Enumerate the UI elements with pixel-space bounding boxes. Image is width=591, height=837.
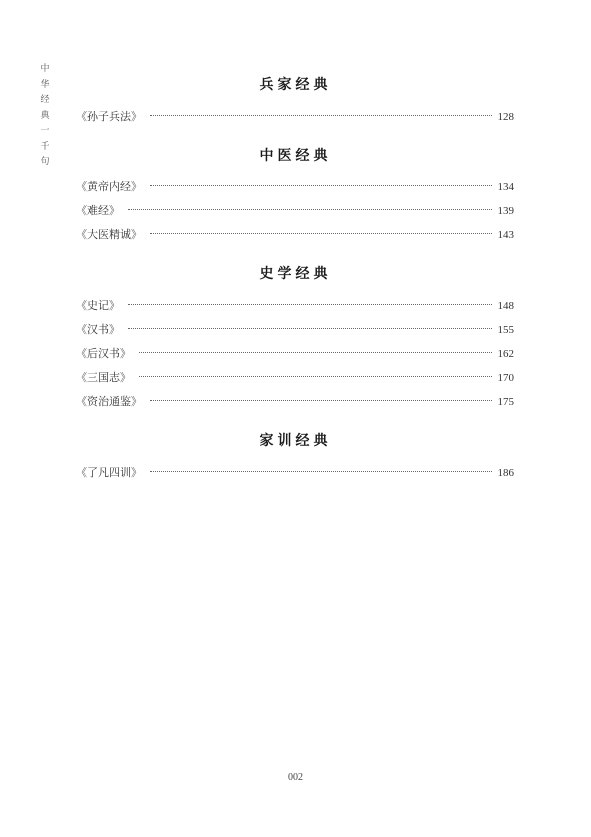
toc-entry-page: 170 <box>497 372 514 384</box>
toc-entry[interactable] <box>76 346 514 362</box>
toc-entry[interactable] <box>76 298 514 314</box>
dot-leader <box>150 233 492 234</box>
toc-entry-page: 148 <box>497 300 514 312</box>
running-title-char: 句 <box>40 157 50 167</box>
toc-entry[interactable] <box>76 109 514 125</box>
toc-entry[interactable] <box>76 322 514 338</box>
toc-entry-title: 《黄帝内经》 <box>76 180 142 193</box>
toc-entry-page: 175 <box>497 396 514 408</box>
dot-leader <box>128 209 492 210</box>
toc-entry-page: 155 <box>497 324 514 336</box>
dot-leader <box>150 115 492 116</box>
running-title-char: 一 <box>40 126 50 136</box>
dot-leader <box>128 328 492 329</box>
toc-entry-title: 《资治通鉴》 <box>76 395 142 408</box>
dot-leader <box>139 376 492 377</box>
section-title-history: 史学经典 <box>259 266 332 282</box>
running-title-char: 千 <box>40 141 50 152</box>
section-title-medicine: 中医经典 <box>259 148 332 164</box>
dot-leader <box>128 304 492 305</box>
section-title-military: 兵家经典 <box>259 77 332 93</box>
toc-entry-page: 134 <box>497 181 514 193</box>
toc-entry[interactable] <box>76 179 514 195</box>
toc-entry-title: 《孙子兵法》 <box>76 110 142 123</box>
toc-entry-title: 《汉书》 <box>76 323 120 336</box>
toc-entry-page: 128 <box>497 111 514 123</box>
toc-entry[interactable] <box>76 465 514 481</box>
toc-entry-title: 《大医精诚》 <box>76 228 142 241</box>
running-title-char: 中 <box>40 64 50 74</box>
toc-entry-page: 162 <box>497 348 514 360</box>
toc-entry-page: 186 <box>497 467 514 479</box>
toc-entry[interactable] <box>76 370 514 386</box>
toc-entry[interactable] <box>76 394 514 410</box>
running-title-char: 华 <box>40 79 50 90</box>
toc-entry-title: 《史记》 <box>76 299 120 312</box>
dot-leader <box>150 400 492 401</box>
toc-entry[interactable] <box>76 227 514 243</box>
toc-entry-title: 《后汉书》 <box>76 347 131 360</box>
running-title-char: 典 <box>40 110 50 121</box>
toc-entry[interactable] <box>76 203 514 219</box>
toc-entry-title: 《难经》 <box>76 204 120 217</box>
toc-entry-title: 《三国志》 <box>76 371 131 384</box>
dot-leader <box>150 471 492 472</box>
running-title-char: 经 <box>40 95 50 105</box>
toc-entry-page: 139 <box>497 205 514 217</box>
dot-leader <box>139 352 492 353</box>
section-title-family-instructions: 家训经典 <box>259 433 332 449</box>
dot-leader <box>150 185 492 186</box>
page-number: 002 <box>288 772 303 783</box>
toc-entry-title: 《了凡四训》 <box>76 466 142 479</box>
toc-entry-page: 143 <box>497 229 514 241</box>
